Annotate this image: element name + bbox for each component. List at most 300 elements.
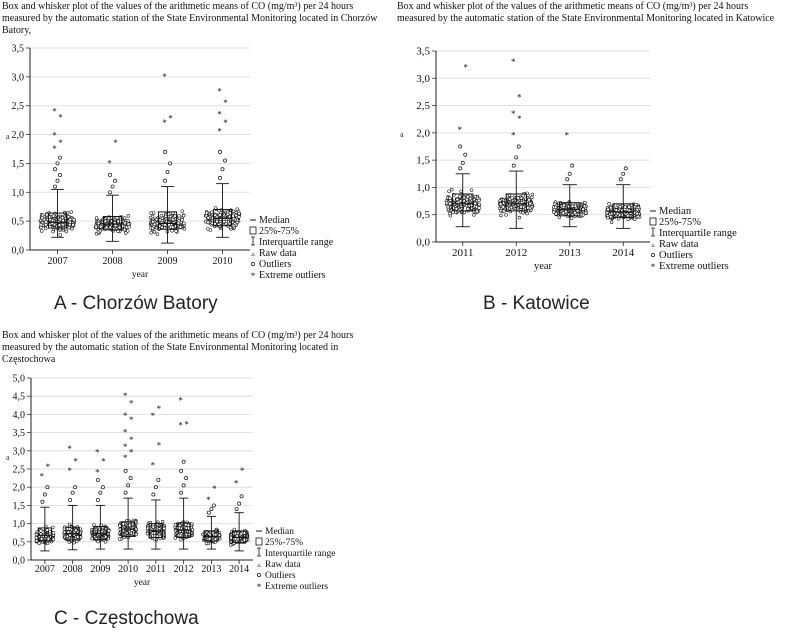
raw-data-point (153, 230, 156, 233)
outlier-point (111, 185, 114, 188)
y-tick-label: 0,0 (416, 236, 430, 249)
raw-data-point (46, 529, 49, 532)
extreme-outlier-point: * (67, 465, 72, 476)
raw-data-point (179, 538, 182, 541)
raw-data-point (240, 532, 243, 535)
outlier-point (56, 162, 59, 165)
y-axis-label: a (6, 131, 10, 141)
box-group (174, 396, 194, 550)
extreme-outlier-point: * (107, 158, 112, 169)
raw-data-point (109, 226, 112, 229)
legend (650, 206, 737, 272)
legend-label: Raw data (265, 560, 301, 570)
raw-data-point (573, 211, 576, 214)
raw-data-point (169, 215, 172, 218)
extreme-outlier-point: * (463, 62, 468, 73)
outlier-point (129, 477, 132, 480)
raw-data-point (505, 213, 508, 216)
raw-data-point (510, 206, 513, 209)
raw-data-point (466, 195, 469, 198)
raw-data-point (478, 207, 481, 210)
y-tick-label: 0,5 (11, 216, 24, 228)
outlier-point (108, 191, 111, 194)
extreme-outlier-point: * (233, 478, 239, 489)
extreme-outlier-point: * (58, 138, 63, 149)
raw-data-point (38, 542, 41, 545)
outlier-point (58, 173, 61, 176)
box-group (35, 462, 55, 551)
raw-data-point (474, 195, 477, 198)
raw-data-point (152, 526, 155, 529)
y-tick-label: 4,0 (12, 409, 25, 421)
extreme-outlier-point: * (150, 460, 156, 471)
extreme-icon: * (250, 271, 256, 281)
extreme-outlier-point: * (95, 467, 100, 478)
raw-data-point (563, 204, 566, 207)
raw-data-point (123, 228, 126, 231)
extreme-outlier-point: * (511, 108, 516, 119)
raw-data-point (448, 197, 451, 200)
legend-label: 25%-75% (265, 538, 303, 548)
extreme-outlier-point: * (95, 447, 100, 458)
raw-data-point (95, 217, 98, 220)
extreme-outlier-point: * (128, 447, 134, 458)
y-tick-label: 0,0 (12, 555, 25, 567)
outlier-point (43, 493, 46, 496)
outlier-point (464, 153, 467, 156)
raw-data-point (499, 209, 502, 212)
raw-data-point (105, 226, 108, 229)
raw-data-point (76, 535, 79, 538)
outlier-icon (651, 253, 654, 256)
raw-data-point (636, 212, 639, 215)
extreme-outlier-point: * (52, 144, 57, 154)
raw-data-point (126, 229, 129, 232)
raw-data-point (150, 231, 153, 234)
x-tick-label: 2014 (612, 247, 635, 259)
raw-data-point (99, 229, 102, 232)
raw-data-point (502, 206, 505, 209)
chart-a-title-line: measured by the automatic station of the State Environmental Monitoring located in Chorzów (2, 13, 378, 24)
raw-data-point (232, 210, 235, 213)
outlier-point (624, 167, 627, 170)
raw-data-point (466, 207, 469, 210)
raw-data-point (155, 218, 158, 221)
outlier-point (46, 486, 49, 489)
raw-data-point (44, 220, 47, 223)
raw-data-point (35, 536, 38, 539)
y-tick-label: 0,5 (416, 209, 430, 222)
raw-data-point (123, 217, 126, 220)
extreme-outlier-point: * (122, 427, 128, 438)
extreme-outlier-point: * (39, 471, 45, 482)
x-tick-label: 2008 (62, 564, 83, 575)
extreme-outlier-point: * (511, 56, 516, 67)
box-group (63, 444, 83, 550)
y-tick-label: 3,5 (12, 428, 25, 440)
raw-data-point (118, 525, 121, 528)
raw-data-point (583, 205, 586, 208)
y-tick-label: 3,0 (12, 446, 25, 458)
raw-data-point (450, 188, 453, 191)
raw-data-point (558, 216, 561, 219)
raw-data-point (627, 218, 630, 221)
outlier-point (512, 164, 515, 167)
y-tick-label: 2,5 (12, 464, 25, 476)
y-tick-label: 5,0 (12, 373, 25, 385)
extreme-outlier-point: * (52, 130, 57, 141)
x-tick-label: 2013 (201, 564, 222, 575)
legend-label: 25%-75% (659, 217, 701, 228)
box-group (146, 404, 166, 549)
legend-label: Raw data (259, 248, 297, 259)
raw-data-point (160, 214, 163, 217)
raw-icon: ▵ (251, 250, 255, 258)
raw-data-point (445, 201, 448, 204)
outlier-point (124, 491, 127, 494)
raw-data-point (178, 214, 181, 217)
raw-icon: ▵ (651, 241, 655, 249)
raw-data-point (151, 220, 154, 223)
outlier-point (127, 484, 130, 487)
raw-data-point (210, 211, 213, 214)
extreme-outlier-point: * (122, 391, 128, 402)
outlier-point (622, 172, 625, 175)
raw-data-point (229, 544, 232, 547)
raw-data-point (161, 226, 164, 229)
outlier-point (180, 491, 183, 494)
chart-c-title (2, 330, 382, 366)
box-icon (650, 218, 656, 225)
outlier-point (99, 491, 102, 494)
raw-data-point (65, 230, 68, 233)
outlier-point (157, 478, 160, 481)
raw-data-point (179, 226, 182, 229)
raw-data-point (610, 221, 613, 224)
chart-c-title-line: Częstochowa (2, 354, 56, 365)
raw-data-point (187, 524, 190, 527)
x-tick-label: 2010 (118, 564, 139, 575)
chart-b (394, 40, 794, 285)
extreme-outlier-point: * (58, 112, 63, 123)
chart-b-panel-label: B - Katowice (483, 293, 590, 314)
legend-label: Raw data (659, 239, 699, 250)
x-tick-label: 2010 (212, 256, 233, 267)
raw-data-point (171, 226, 174, 229)
legend-label: Extreme outliers (259, 270, 326, 281)
raw-data-point (152, 212, 155, 215)
raw-data-point (122, 523, 125, 526)
raw-data-point (460, 190, 463, 193)
outlier-point (96, 498, 99, 501)
raw-data-point (470, 189, 473, 192)
x-axis-label: year (533, 261, 553, 272)
outlier-icon (251, 262, 254, 265)
raw-data-point (181, 210, 184, 213)
extreme-outlier-point: * (162, 71, 167, 82)
raw-data-point (448, 190, 451, 193)
raw-data-point (582, 208, 585, 211)
box-group (229, 466, 249, 551)
extreme-outlier-point: * (217, 126, 222, 137)
chart-b-title-line: Box and whisker plot of the values of the arithmetic means of CO (mg/m³) per 24 hours (397, 1, 749, 12)
raw-data-point (465, 198, 468, 201)
raw-data-point (609, 206, 612, 209)
raw-data-point (571, 205, 574, 208)
outlier-point (459, 167, 462, 170)
raw-data-point (607, 208, 610, 211)
raw-data-point (609, 215, 612, 218)
extreme-outlier-point: * (517, 114, 522, 125)
y-tick-label: 1,5 (12, 500, 25, 512)
extreme-outlier-point: * (168, 113, 173, 124)
outlier-point (566, 178, 569, 181)
chart-a-title-line: Box and whisker plot of the values of the arithmetic means of CO (mg/m³) per 24 hours (2, 1, 354, 12)
outlier-point (152, 493, 155, 496)
raw-data-point (70, 211, 73, 214)
outlier-point (180, 469, 183, 472)
raw-data-point (476, 210, 479, 213)
raw-data-point (44, 227, 47, 230)
raw-data-point (74, 529, 77, 532)
extreme-icon: * (650, 262, 656, 272)
raw-data-point (156, 233, 159, 236)
extreme-outlier-point: * (178, 420, 183, 431)
chart-a (0, 38, 395, 323)
outlier-point (168, 162, 171, 165)
y-axis-label: a (400, 129, 404, 139)
raw-data-point (606, 216, 609, 219)
raw-data-point (182, 214, 185, 217)
outlier-point (240, 495, 243, 498)
raw-data-point (448, 212, 451, 215)
raw-data-point (208, 538, 211, 541)
raw-data-point (173, 215, 176, 218)
raw-data-point (584, 211, 587, 214)
outlier-point (124, 469, 127, 472)
outlier-point (113, 179, 116, 182)
chart-a-panel-label: A - Chorzów Batory (54, 293, 218, 314)
extreme-outlier-point: * (156, 440, 162, 451)
box-group (39, 106, 76, 237)
extreme-outlier-point: * (128, 434, 134, 445)
outlier-point (182, 460, 185, 463)
extreme-outlier-point: * (101, 456, 106, 467)
raw-data-point (146, 532, 149, 535)
outlier-point (210, 507, 213, 510)
y-tick-label: 2,0 (416, 127, 430, 140)
box-group (445, 62, 481, 226)
outlier-point (154, 486, 157, 489)
raw-data-point (67, 215, 70, 218)
extreme-outlier-point: * (217, 86, 222, 97)
x-tick-label: 2011 (451, 247, 474, 259)
y-tick-label: 1,0 (416, 181, 430, 194)
raw-data-point (634, 203, 637, 206)
extreme-outlier-point: * (223, 118, 228, 129)
raw-data-point (107, 217, 110, 220)
raw-data-point (39, 529, 42, 532)
raw-data-point (52, 230, 55, 233)
raw-data-point (552, 211, 555, 214)
raw-data-point (520, 205, 523, 208)
raw-data-point (153, 223, 156, 226)
chart-b-title (397, 1, 793, 25)
extreme-outlier-point: * (178, 395, 183, 406)
raw-icon: ▵ (257, 561, 261, 569)
legend-label: Outliers (659, 250, 693, 261)
x-tick-label: 2012 (173, 564, 194, 575)
raw-data-point (107, 529, 110, 532)
extreme-outlier-point: * (128, 414, 134, 425)
x-tick-label: 2009 (157, 256, 178, 267)
raw-data-point (517, 197, 520, 200)
raw-data-point (235, 214, 238, 217)
y-tick-label: 3,0 (416, 72, 430, 85)
raw-data-point (39, 226, 42, 229)
raw-data-point (97, 222, 100, 225)
raw-data-point (478, 199, 481, 202)
raw-data-point (127, 223, 130, 226)
raw-data-point (529, 202, 532, 205)
extreme-outlier-point: * (511, 130, 516, 141)
legend-label: Median (259, 215, 290, 226)
outlier-point (212, 504, 215, 507)
outlier-point (238, 502, 241, 505)
outlier-point (163, 179, 166, 182)
extreme-outlier-point: * (457, 125, 462, 136)
y-tick-label: 1,0 (12, 519, 25, 531)
raw-data-point (478, 203, 481, 206)
raw-data-point (633, 218, 636, 221)
outlier-point (41, 500, 44, 503)
raw-data-point (127, 214, 130, 217)
raw-data-point (95, 226, 98, 229)
raw-data-point (455, 207, 458, 210)
y-tick-label: 3,0 (11, 72, 24, 84)
extreme-outlier-point: * (150, 411, 156, 422)
y-tick-label: 3,5 (416, 45, 430, 58)
y-tick-label: 3,5 (11, 43, 24, 55)
raw-data-point (118, 226, 121, 229)
y-tick-label: 0,0 (11, 245, 24, 257)
outlier-point (571, 164, 574, 167)
y-tick-label: 1,0 (11, 187, 24, 199)
outlier-point (459, 145, 462, 148)
raw-data-point (41, 216, 44, 219)
raw-data-point (181, 218, 184, 221)
raw-data-point (99, 225, 102, 228)
extreme-outlier-point: * (122, 453, 128, 464)
x-tick-label: 2007 (47, 256, 68, 267)
extreme-outlier-point: * (223, 97, 228, 108)
raw-data-point (216, 220, 219, 223)
extreme-outlier-point: * (517, 92, 522, 103)
box-group (202, 484, 222, 549)
outlier-point (163, 150, 166, 153)
box-group (94, 138, 131, 241)
legend-label: Median (265, 527, 295, 537)
chart-a-title-line: Batory, (2, 25, 32, 36)
extreme-outlier-point: * (122, 411, 128, 422)
raw-data-point (177, 222, 180, 225)
raw-data-point (44, 223, 47, 226)
outlier-point (69, 498, 72, 501)
raw-data-point (171, 218, 174, 221)
legend-label: Outliers (265, 571, 296, 581)
raw-data-point (232, 224, 235, 227)
outlier-point (207, 511, 210, 514)
raw-data-point (52, 538, 55, 541)
raw-data-point (52, 532, 55, 535)
chart-b-title-line: measured by the automatic station of the State Environmental Monitoring located in Katowice (397, 13, 775, 24)
legend-label: Extreme outliers (659, 261, 729, 272)
raw-data-point (97, 540, 100, 543)
raw-data-point (456, 198, 459, 201)
raw-data-point (161, 520, 164, 523)
raw-data-point (461, 207, 464, 210)
raw-data-point (522, 194, 525, 197)
raw-data-point (59, 234, 62, 237)
legend-label: Median (659, 206, 692, 217)
outlier-point (515, 156, 518, 159)
raw-data-point (553, 203, 556, 206)
raw-data-point (185, 527, 188, 530)
x-tick-label: 2014 (229, 564, 250, 575)
legend-label: Interquartile range (265, 549, 336, 559)
raw-data-point (52, 214, 55, 217)
raw-data-point (179, 534, 182, 537)
box-icon (256, 538, 262, 545)
raw-data-point (182, 222, 185, 225)
box-group (204, 86, 241, 237)
x-axis-label: year (131, 270, 149, 280)
extreme-outlier-point: * (113, 138, 118, 149)
box-icon (250, 227, 256, 234)
x-tick-label: 2012 (505, 247, 528, 259)
raw-data-point (209, 229, 212, 232)
y-tick-label: 1,5 (11, 158, 24, 170)
outlier-point (619, 178, 622, 181)
outlier-point (166, 170, 169, 173)
raw-data-point (554, 206, 557, 209)
extreme-outlier-point: * (212, 484, 217, 495)
legend (256, 527, 335, 592)
raw-data-point (570, 217, 573, 220)
outlier-point (108, 173, 111, 176)
y-tick-label: 0,5 (12, 537, 25, 549)
box-group (498, 57, 534, 228)
chart-c-panel-label: C - Częstochowa (54, 608, 199, 629)
raw-data-point (47, 537, 50, 540)
extreme-outlier-point: * (122, 442, 128, 453)
raw-data-point (236, 208, 239, 211)
outlier-point (568, 172, 571, 175)
raw-data-point (564, 210, 567, 213)
x-tick-label: 2008 (102, 256, 123, 267)
outlier-point (74, 486, 77, 489)
legend (250, 215, 334, 281)
outlier-point (185, 477, 188, 480)
extreme-outlier-point: * (45, 462, 51, 473)
outlier-icon (257, 573, 260, 576)
extreme-outlier-point: * (67, 443, 72, 454)
raw-data-point (238, 212, 241, 215)
outlier-point (53, 185, 56, 188)
raw-data-point (219, 214, 222, 217)
extreme-outlier-point: * (128, 398, 134, 409)
raw-data-point (531, 193, 534, 196)
